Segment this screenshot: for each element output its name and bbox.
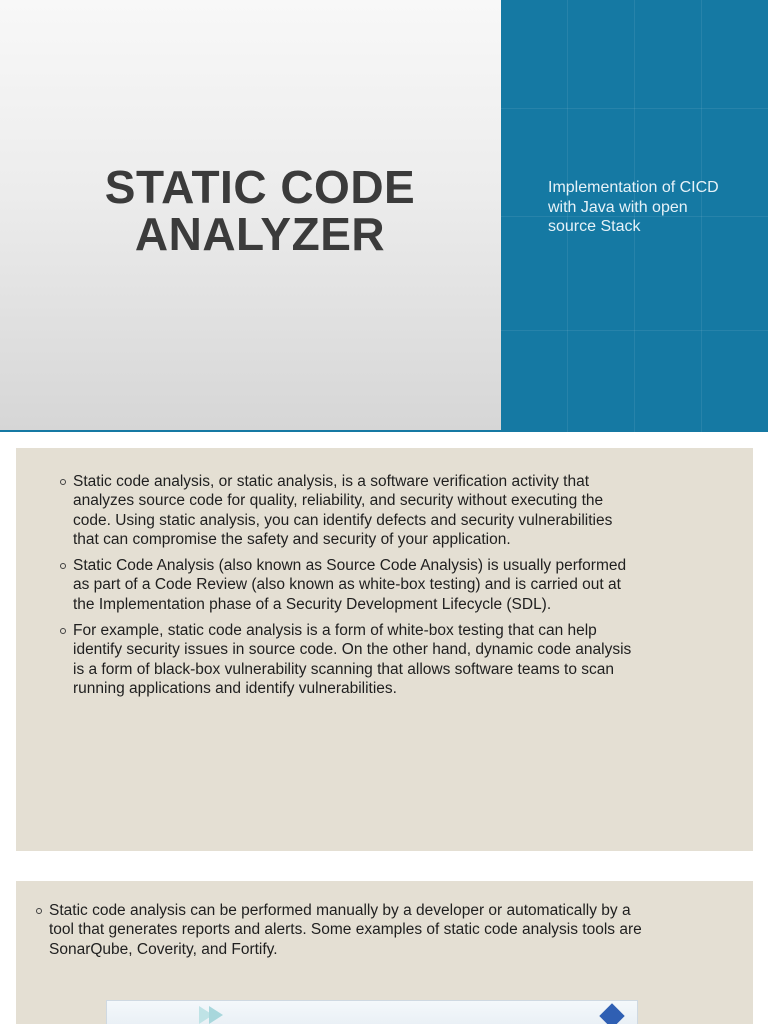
content-slide-definition [16, 448, 753, 851]
slide-title-line2: ANALYZER [134, 208, 386, 260]
cube-icon [599, 1003, 624, 1024]
bullet-item [36, 901, 646, 959]
bullet-icon [36, 908, 42, 914]
arrow-icon [209, 1006, 223, 1024]
bullet-icon [60, 563, 66, 569]
subtitle-panel [501, 0, 768, 432]
slide-title [60, 161, 460, 260]
bullet-item [60, 556, 640, 614]
slide-subtitle: Implementation of CICD with Java with open source Stack [548, 179, 719, 235]
panel-grid-line [501, 330, 768, 331]
content-slide-tools [16, 881, 753, 1024]
bullet-list [60, 472, 640, 705]
bullet-item [60, 472, 640, 549]
slide-title-line1: STATIC CODE [104, 161, 416, 213]
title-slide [0, 0, 768, 432]
bullet-icon [60, 628, 66, 634]
tools-diagram-image [106, 1000, 638, 1024]
panel-grid-line [501, 108, 768, 109]
title-divider [0, 430, 501, 432]
bullet-text: Static Code Analysis (also known as Source Code Analysis) is usually performed as part of a Code Review (also known as white-box testing) and is carried out at the Implementation phase of a Security Development Lifecycle (SDL). [73, 557, 627, 613]
bullet-text: For example, static code analysis is a form of white-box testing that can help identify security issues in source code. On the other hand, dynamic code analysis is a form of black-box vulnerability scanning that allows software teams to scan running applications and identify vulnerabilities. [73, 622, 632, 697]
bullet-list [36, 901, 646, 966]
bullet-text: Static code analysis can be performed manually by a developer or automatically by a tool that generates reports and alerts. Some examples of static code analysis tools are SonarQube, Coverity, and Fortify. [49, 902, 642, 958]
bullet-icon [60, 479, 66, 485]
bullet-item [60, 621, 640, 698]
bullet-text: Static code analysis, or static analysis, is a software verification activity that analyzes source code for quality, reliability, and security without executing the code. Using static analysis, you can identify defects and security vulnerabilities that can compromise the safety and security of your application. [73, 473, 613, 548]
